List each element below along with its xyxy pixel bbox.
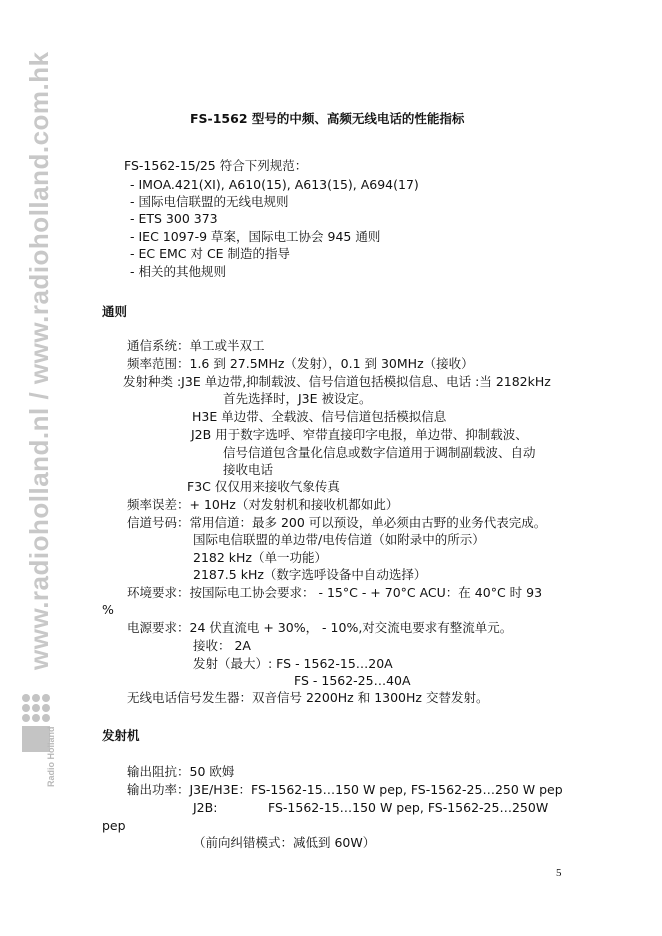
- spec-line: 通信系统：单工或半双工: [127, 338, 265, 353]
- spec-line: 输出功率：J3E/H3E：FS-1562-15…150 W pep, FS-1562-25…250 W pep: [127, 782, 563, 797]
- spec-line: 国际电信联盟的单边带/电传信道（如附录中的所示）: [193, 532, 485, 547]
- spec-line: J2B:: [193, 800, 218, 815]
- page-number: 5: [556, 867, 562, 879]
- svg-text:Radio Holland: Radio Holland: [46, 726, 56, 787]
- spec-line: FS - 1562-25…40A: [294, 673, 411, 688]
- spec-line: F3C 仅仅用来接收气象传真: [187, 479, 340, 494]
- compliance-item: - EC EMC 对 CE 制造的指导: [130, 246, 291, 261]
- spec-line: 电源要求：24 伏直流电 + 30%， - 10%,对交流电要求有整流单元。: [127, 620, 513, 635]
- spec-line: 环境要求：按国际电工协会要求： - 15°C - + 70°C ACU：在 40°C 时 93: [127, 585, 543, 600]
- spec-line: 接收： 2A: [193, 638, 251, 653]
- spec-line: 发射种类 :J3E 单边带,抑制载波、信号信道包括模拟信息、电话 :当 2182kHz: [123, 374, 551, 389]
- spec-line: 输出阻抗：50 欧姆: [127, 764, 235, 779]
- compliance-intro: FS-1562-15/25 符合下列规范：: [124, 158, 308, 173]
- spec-line: 频率范围：1.6 到 27.5MHz（发射），0.1 到 30MHz（接收）: [127, 356, 474, 371]
- spec-line: 无线电话信号发生器：双音信号 2200Hz 和 1300Hz 交替发射。: [127, 690, 489, 705]
- section-heading-transmitter: 发射机: [102, 728, 140, 743]
- spec-line: FS-1562-15…150 W pep, FS-1562-25…250W: [268, 800, 549, 815]
- watermark-site-text: www.radioholland.nl / www.radioholland.com.hk: [24, 51, 54, 670]
- section-heading-general: 通则: [102, 304, 128, 319]
- compliance-item: - 国际电信联盟的无线电规则: [130, 194, 289, 209]
- spec-line: 2182 kHz（单一功能）: [193, 550, 327, 565]
- watermark: [8, 51, 70, 790]
- compliance-item: - ETS 300 373: [130, 211, 218, 226]
- spec-line: （前向纠错模式：减低到 60W）: [193, 835, 376, 850]
- spec-line: 信号信道包含量化信息或数字信道用于调制副载波、自动: [223, 445, 536, 460]
- compliance-item: - 相关的其他规则: [130, 264, 226, 279]
- spec-line: 频率误差：+ 10Hz（对发射机和接收机都如此）: [127, 497, 399, 512]
- spec-line: H3E 单边带、全载波、信号信道包括模拟信息: [192, 409, 447, 424]
- spec-line: pep: [102, 818, 126, 833]
- spec-line: 信道号码：常用信道：最多 200 可以预设，单必须由古野的业务代表完成。: [127, 515, 547, 530]
- compliance-item: - IMOA.421(XI), A610(15), A613(15), A694(17): [130, 177, 419, 192]
- radio-holland-logo: [20, 692, 60, 792]
- spec-line: 首先选择时，J3E 被设定。: [223, 391, 372, 406]
- spec-line: J2B 用于数字选呼、窄带直接印字电报，单边带、抑制载波、: [191, 427, 528, 442]
- spec-line: %: [102, 602, 114, 617]
- compliance-item: - IEC 1097-9 草案，国际电工协会 945 通则: [130, 229, 381, 244]
- spec-line: 发射（最大）: FS - 1562-15…20A: [193, 656, 393, 671]
- spec-line: 2187.5 kHz（数字选呼设备中自动选择）: [193, 567, 427, 582]
- spec-line: 接收电话: [223, 462, 274, 477]
- document-title: FS-1562 型号的中频、高频无线电话的性能指标: [190, 111, 465, 126]
